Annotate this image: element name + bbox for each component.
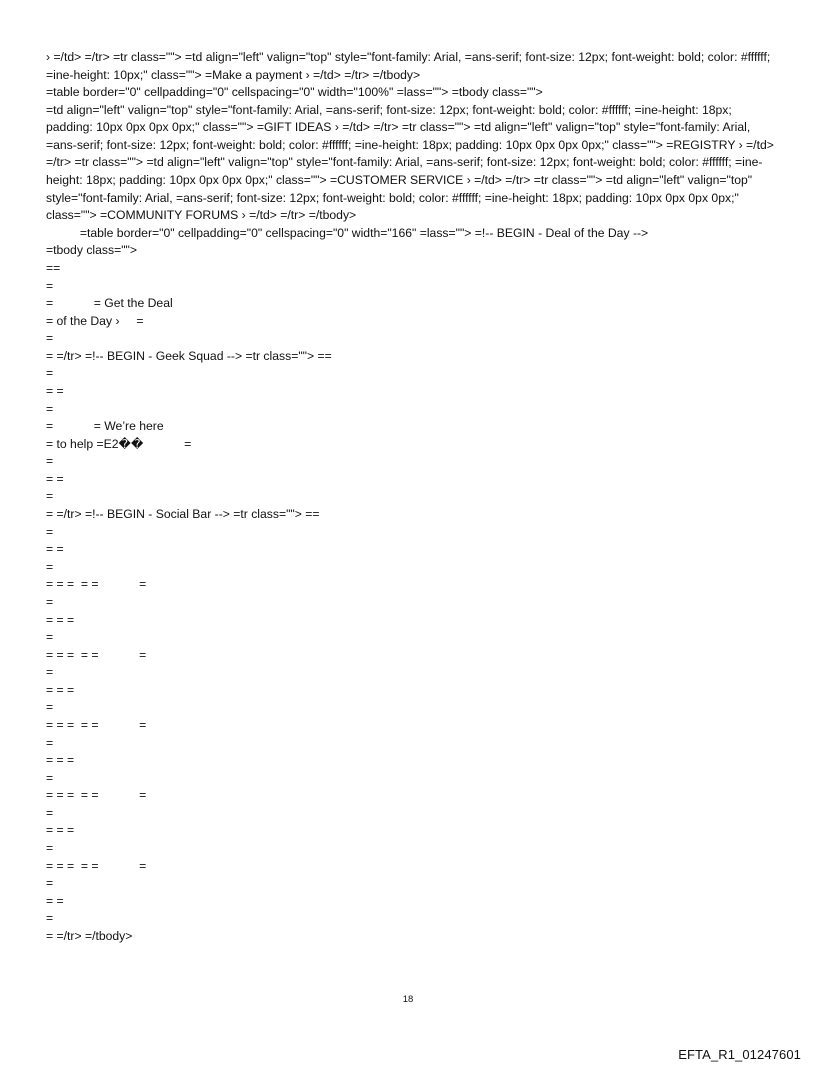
text-line: = = = = = = bbox=[46, 717, 147, 732]
text-line: = = bbox=[46, 471, 64, 486]
text-line: = = = bbox=[46, 823, 75, 838]
document-body bbox=[46, 49, 774, 945]
text-line: = = We’re here bbox=[46, 419, 164, 434]
text-line: = bbox=[46, 489, 54, 504]
text-line: = = = = = = bbox=[46, 647, 147, 662]
text-line: = of the Day › = bbox=[46, 313, 144, 328]
text-line: = bbox=[46, 524, 54, 539]
text-line: = =/tr> =!-- BEGIN - Social Bar --> =tr class=""> == bbox=[46, 507, 320, 522]
text-line: =table border="0" cellpadding="0" cellspacing="0" width="100%" =lass=""> =tbody class=""> bbox=[46, 85, 543, 100]
page-number: 18 bbox=[402, 994, 414, 1005]
text-line: = bbox=[46, 630, 54, 645]
text-line: = bbox=[46, 911, 54, 926]
text-line: = bbox=[46, 805, 54, 820]
text-line: = = bbox=[46, 542, 64, 557]
text-line: = bbox=[46, 454, 54, 469]
text-line: = = Get the Deal bbox=[46, 296, 173, 311]
text-line: = = = = = = bbox=[46, 577, 147, 592]
text-line: = bbox=[46, 700, 54, 715]
text-line: = bbox=[46, 366, 54, 381]
text-line: = bbox=[46, 331, 54, 346]
text-line: =tbody class=""> bbox=[46, 243, 137, 258]
bates-number: EFTA_R1_01247601 bbox=[678, 1047, 801, 1062]
text-line: = =/tr> =/tbody> bbox=[46, 928, 133, 943]
text-line: = bbox=[46, 559, 54, 574]
text-line: = = = bbox=[46, 612, 75, 627]
text-line: = bbox=[46, 665, 54, 680]
text-line: = =/tr> =!-- BEGIN - Geek Squad --> =tr class=""> == bbox=[46, 348, 332, 363]
text-line: = bbox=[46, 594, 54, 609]
text-line: = = bbox=[46, 893, 64, 908]
text-line: = = = = = = bbox=[46, 858, 147, 873]
text-line: = bbox=[46, 735, 54, 750]
text-line: =table border="0" cellpadding="0" cellspacing="0" width="166" =lass=""> =!-- BEGIN - Deal of the Day --> bbox=[46, 225, 649, 240]
text-line: = = = = = = bbox=[46, 788, 147, 803]
text-line: = bbox=[46, 841, 54, 856]
text-line: = to help =E2�� = bbox=[46, 436, 192, 451]
text-line: = = = bbox=[46, 682, 75, 697]
text-line: = bbox=[46, 770, 54, 785]
text-line: = bbox=[46, 278, 54, 293]
text-line: = bbox=[46, 876, 54, 891]
text-line: = = bbox=[46, 383, 64, 398]
text-line: =td align="left" valign="top" style="font-family: Arial, =ans-serif; font-size: 12px; font-weight: bold; color: #ffffff; =ine-height: 18px; padding: 10px 0px 0px 0px;" class=""> =GIFT IDEAS › =/td> =/tr> =tr class=""> =td align="left" valign="top" style="font-family: Arial, =ans-serif; font-size: 12px; font-weight: bold; color: #ffffff; =ine-height: 18px; padding: 10px 0px 0px 0px;" class=""> =REGISTRY › =/td> =/tr> =tr class=""> =td align="left" valign="top" style="font-family: Arial, =ans-serif; font-size: 12px; font-weight: bold; color: #ffffff; =ine-height: 18px; padding: 10px 0px 0px 0px;" class=""> =CUSTOMER SERVICE › =/td> =/tr> =tr class=""> =td align="left" valign="top" style="font-family: Arial, =ans-serif; font-size: 12px; font-weight: bold; color: #ffffff; =ine-height: 18px; padding: 10px 0px 0px 0px;" class=""> =COMMUNITY FORUMS › =/td> =/tr> =/tbody> bbox=[46, 102, 774, 223]
text-line: = bbox=[46, 401, 54, 416]
text-line: › =/td> =/tr> =tr class=""> =td align="left" valign="top" style="font-family: Arial, =ans-serif; font-size: 12px; font-weight: bold; color: #ffffff; =ine-height: 10px;" class=""> =Make a payment › =/td> =/tr> =/tbody> bbox=[46, 50, 771, 82]
text-line: = = = bbox=[46, 753, 75, 768]
text-line: == bbox=[46, 260, 61, 275]
